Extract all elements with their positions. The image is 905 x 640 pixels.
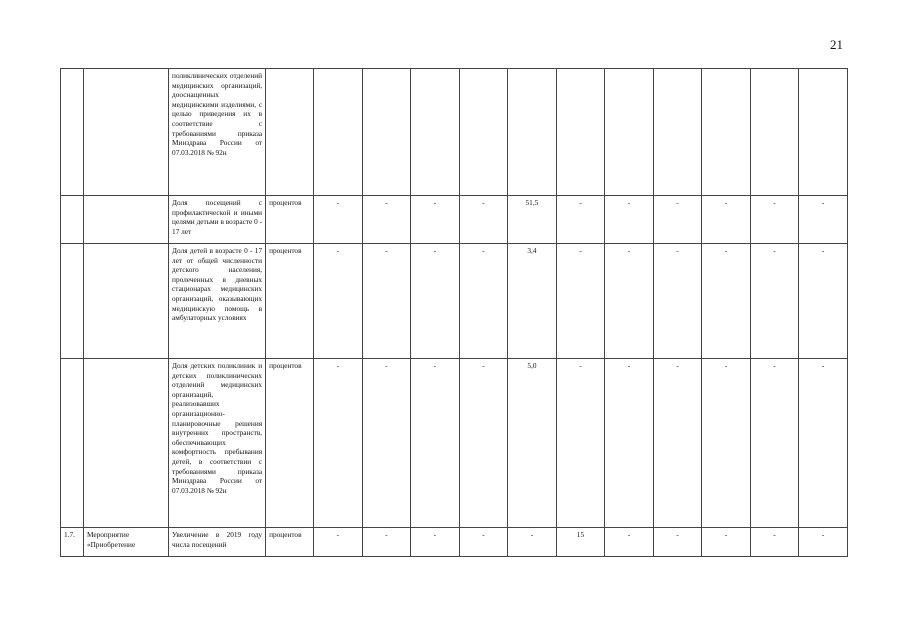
value-cell: - [411,244,460,359]
value-cell: - [459,359,508,528]
value-cell: - [653,359,702,528]
indicator-cell: Доля детей в возрасте 0 - 17 лет от общей численности детского населения, пролеченных в дневных стационарах медицинских организаций, оказывающих медицинскую помощь в амбулаторных условиях [169,244,266,359]
value-cell [556,69,605,196]
value-cell: - [314,528,363,557]
value-cell [508,69,557,196]
indicator-cell: Доля детских поликлиник и детских поликлинических отделений медицинских организаций, реализовавших организационно-планировочные решения внутренних пространств, обеспечивающих комфортность пребывания детей, в соответствии с требованиями приказа Минздрава России от 07.03.2018 № 92н [169,359,266,528]
indicator-cell: Доля посещений с профилактической и иными целями детьми в возрасте 0 - 17 лет [169,196,266,244]
table-row [61,196,848,244]
value-cell: - [411,528,460,557]
activity-cell [84,244,169,359]
row-number-cell [61,196,84,244]
value-cell [702,69,751,196]
value-cell: - [556,244,605,359]
unit-cell: процентов [266,528,314,557]
value-cell [459,69,508,196]
value-cell: - [750,196,799,244]
value-cell: - [799,528,848,557]
indicator-cell: поликлинических отделений медицинских организаций, дооснащенных медицинскими изделиями, с целью приведения их в соответствие с требованиями приказа Минздрава России от 07.03.2018 № 92н [169,69,266,196]
table-row [61,244,848,359]
value-cell: - [605,359,654,528]
value-cell: - [605,244,654,359]
indicators-table [60,68,848,557]
value-cell [799,69,848,196]
page-number: 21 [830,37,843,52]
value-cell: 51,5 [508,196,557,244]
value-cell: - [605,196,654,244]
value-cell: - [508,528,557,557]
row-number-cell [61,244,84,359]
value-cell: - [314,196,363,244]
table-row [61,528,848,557]
activity-cell: Мероприятие «Приобретение [84,528,169,557]
value-cell: - [702,244,751,359]
value-cell: - [362,244,411,359]
table-row [61,69,848,196]
value-cell: - [314,244,363,359]
value-cell: - [799,359,848,528]
value-cell [653,69,702,196]
value-cell: - [362,528,411,557]
value-cell: - [362,196,411,244]
value-cell: - [362,359,411,528]
value-cell: - [702,528,751,557]
value-cell [411,69,460,196]
value-cell: - [702,196,751,244]
unit-cell: процентов [266,196,314,244]
unit-cell: процентов [266,359,314,528]
table-row [61,359,848,528]
activity-cell [84,196,169,244]
value-cell: - [314,359,363,528]
value-cell: - [459,528,508,557]
value-cell [750,69,799,196]
value-cell: - [799,196,848,244]
activity-cell [84,359,169,528]
value-cell: - [702,359,751,528]
value-cell [362,69,411,196]
value-cell: - [653,528,702,557]
row-number-cell [61,359,84,528]
value-cell: 15 [556,528,605,557]
unit-cell: процентов [266,244,314,359]
value-cell: - [750,359,799,528]
value-cell: - [750,528,799,557]
unit-cell [266,69,314,196]
row-number-cell [61,69,84,196]
row-number-cell: 1.7. [61,528,84,557]
value-cell: - [411,359,460,528]
value-cell [605,69,654,196]
value-cell: 3,4 [508,244,557,359]
value-cell: - [750,244,799,359]
value-cell: - [556,196,605,244]
value-cell: - [653,244,702,359]
value-cell [314,69,363,196]
value-cell: - [799,244,848,359]
indicator-cell: Увеличение в 2019 году числа посещений [169,528,266,557]
value-cell: - [605,528,654,557]
value-cell: - [459,196,508,244]
value-cell: 5,0 [508,359,557,528]
value-cell: - [411,196,460,244]
activity-cell [84,69,169,196]
value-cell: - [459,244,508,359]
value-cell: - [556,359,605,528]
value-cell: - [653,196,702,244]
